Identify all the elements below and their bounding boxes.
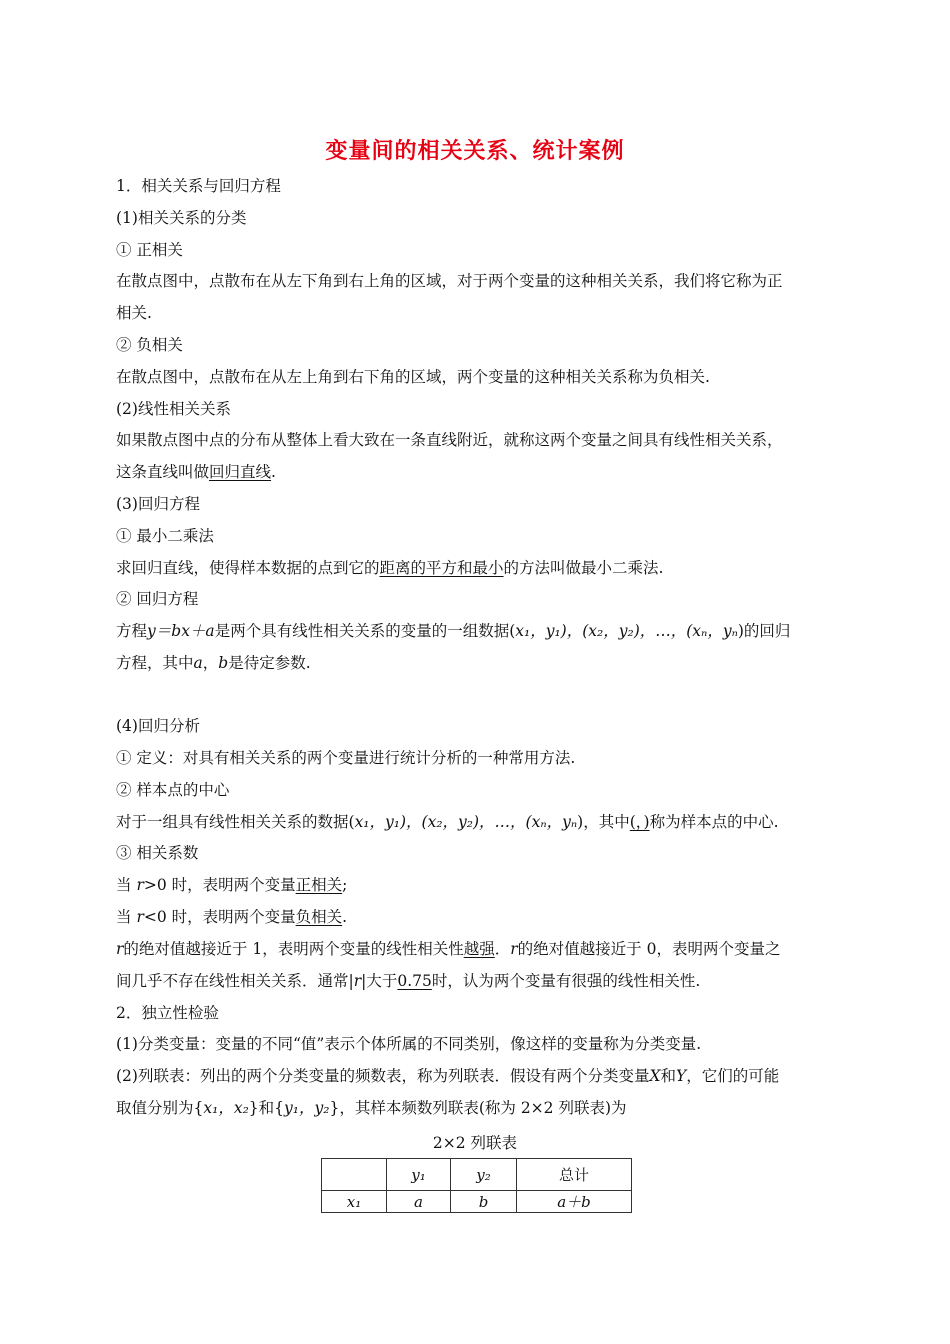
section-2-2-text-1: (2)列联表：列出的两个分类变量的频数表，称为列联表．假设有两个分类变量X和Y，它们的可能 xyxy=(116,1067,780,1085)
contingency-table xyxy=(321,1158,632,1213)
section-1-4-heading: (4)回归分析 xyxy=(116,717,200,735)
table-header-cell: y₂ xyxy=(451,1159,517,1191)
regression-equation-text-2: 方程，其中a，b是待定参数. xyxy=(116,654,311,672)
table-cell: b xyxy=(451,1191,517,1213)
table-row xyxy=(322,1191,632,1213)
table-header-cell: y₁ xyxy=(387,1159,451,1191)
least-squares-text: 求回归直线，使得样本数据的点到它的距离的平方和最小的方法叫做最小二乘法. xyxy=(116,559,664,577)
linear-correlation-text-1: 如果散点图中点的分布从整体上看大致在一条直线附近，就称这两个变量之间具有线性相关关系， xyxy=(116,431,783,449)
linear-correlation-text-2: 这条直线叫做回归直线. xyxy=(116,463,276,481)
term-positive-correlation: 正相关 xyxy=(295,876,343,894)
negative-correlation-text: 在散点图中，点散布在从左上角到右下角的区域，两个变量的这种相关关系称为负相关. xyxy=(116,368,710,386)
section-1-3-heading: (3)回归方程 xyxy=(116,495,200,513)
section-2-1-text: (1)分类变量：变量的不同“值”表示个体所属的不同类别，像这样的变量称为分类变量. xyxy=(116,1035,702,1053)
term-negative-correlation: 负相关 xyxy=(295,908,343,926)
term-sample-center: (，) xyxy=(629,813,650,831)
sample-center-heading: ② 样本点的中心 xyxy=(116,781,230,799)
term-stronger: 越强 xyxy=(463,940,495,958)
page-title: 变量间的相关关系、统计案例 xyxy=(325,139,625,164)
correlation-coefficient-heading: ③ 相关系数 xyxy=(116,844,199,862)
r-abs-text-1: r的绝对值越接近于 1，表明两个变量的线性相关性越强．r的绝对值越接近于 0，表明两个变量之 xyxy=(116,940,781,958)
section-1-2-heading: (2)线性相关关系 xyxy=(116,400,231,418)
table-cell: a xyxy=(387,1191,451,1213)
r-negative-text: 当 r<0 时，表明两个变量负相关. xyxy=(116,908,348,926)
term-threshold: 0.75 xyxy=(397,972,432,990)
section-1-1-heading: (1)相关关系的分类 xyxy=(116,209,247,227)
term-regression-line: 回归直线 xyxy=(209,463,272,481)
least-squares-heading: ① 最小二乘法 xyxy=(116,527,214,545)
negative-correlation-heading: ② 负相关 xyxy=(116,336,183,354)
r-abs-text-2: 间几乎不存在线性相关关系．通常|r|大于0.75时，认为两个变量有很强的线性相关性. xyxy=(116,972,701,990)
term-min-sum-squares: 距离的平方和最小 xyxy=(379,559,504,577)
regression-equation-text-1: 方程y＝bx＋a是两个具有线性相关关系的变量的一组数据(x₁，y₁)，(x₂，y₂)，…，(xₙ，yₙ)的回归 xyxy=(116,622,791,640)
r-positive-text: 当 r>0 时，表明两个变量正相关; xyxy=(116,876,348,894)
positive-correlation-text-2: 相关. xyxy=(116,304,152,322)
positive-correlation-heading: ① 正相关 xyxy=(116,241,183,259)
section-2-heading: 2．独立性检验 xyxy=(116,1004,219,1022)
table-header-row xyxy=(322,1159,632,1191)
regression-formula: y＝bx＋a xyxy=(147,622,215,640)
definition-text: ① 定义：对具有相关关系的两个变量进行统计分析的一种常用方法. xyxy=(116,749,576,767)
sample-center-text: 对于一组具有线性相关关系的数据(x₁，y₁)，(x₂，y₂)，…，(xₙ，yₙ)，其中(，)称为样本点的中心. xyxy=(116,813,779,831)
regression-equation-heading: ② 回归方程 xyxy=(116,590,199,608)
table-cell: x₁ xyxy=(322,1191,387,1213)
positive-correlation-text-1: 在散点图中，点散布在从左下角到右上角的区域，对于两个变量的这种相关关系，我们将它称为正 xyxy=(116,272,783,290)
table-header-cell xyxy=(322,1159,387,1191)
table-caption: 2×2 列联表 xyxy=(432,1134,518,1152)
xy-data: x₁，y₁)，(x₂，y₂)，…，(xₙ，yₙ xyxy=(515,622,738,640)
table-cell: a＋b xyxy=(517,1191,632,1213)
section-2-2-text-2: 取值分别为{x₁，x₂}和{y₁，y₂}，其样本频数列联表(称为 2×2 列联表)为 xyxy=(116,1099,627,1117)
section-1-heading: 1．相关关系与回归方程 xyxy=(116,177,281,195)
table-header-cell: 总计 xyxy=(517,1159,632,1191)
